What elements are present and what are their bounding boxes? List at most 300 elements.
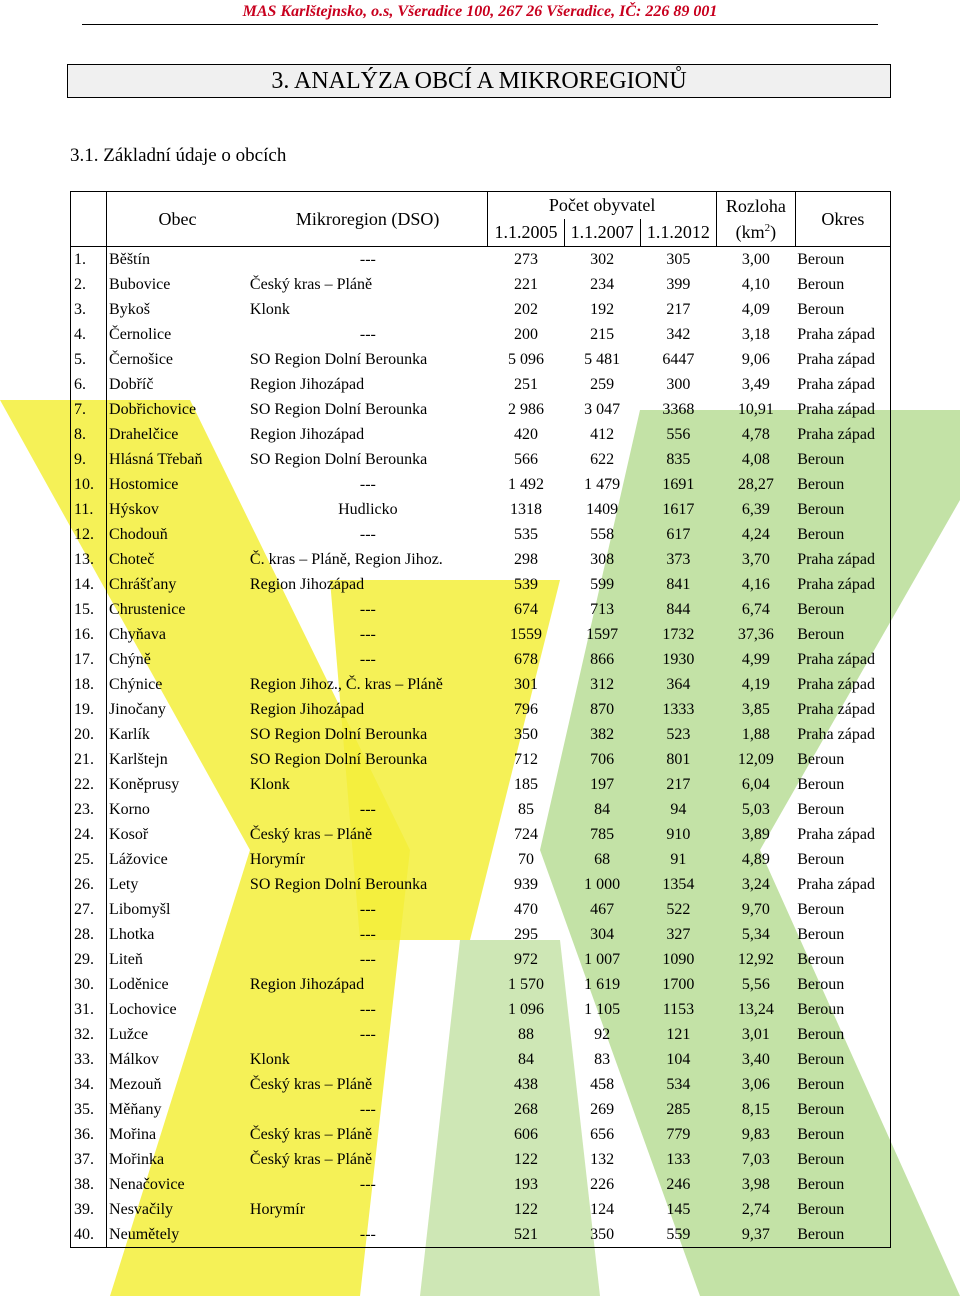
cell-obec: Karlštejn: [109, 751, 168, 768]
cell-pop-2012: 285: [666, 1101, 691, 1118]
cell-pop-2012: 3368: [662, 401, 695, 418]
cell-pop-2007: 92: [594, 1026, 611, 1043]
cell-rozloha: 12,09: [737, 751, 774, 768]
cell-pop-2012: 559: [666, 1226, 691, 1243]
cell-okres: Beroun: [797, 626, 845, 643]
row-number: 16.: [71, 622, 107, 647]
cell-okres: Beroun: [797, 601, 845, 618]
table-row: [71, 1147, 891, 1172]
cell-okres: Praha západ: [797, 676, 875, 693]
cell-obec: Lužce: [109, 1026, 149, 1043]
cell-mikroregion: Český kras – Pláně: [249, 1126, 373, 1143]
cell-pop-2012: 801: [666, 751, 691, 768]
row-number: 18.: [71, 672, 107, 697]
cell-pop-2007: 622: [590, 451, 615, 468]
cell-pop-2012: 556: [666, 426, 691, 443]
cell-pop-2005: 122: [513, 1151, 538, 1168]
cell-rozloha: 3,06: [741, 1076, 770, 1093]
table-row: [71, 1197, 891, 1222]
row-number: 27.: [71, 897, 107, 922]
header-rozloha-end: ): [770, 222, 777, 242]
cell-pop-2005: 438: [513, 1076, 538, 1093]
cell-okres: Beroun: [797, 1201, 845, 1218]
cell-obec: Bubovice: [109, 276, 171, 293]
cell-pop-2005: 724: [513, 826, 538, 843]
cell-pop-2007: 785: [590, 826, 615, 843]
cell-pop-2007: 382: [590, 726, 615, 743]
row-number: 19.: [71, 697, 107, 722]
cell-pop-2007: 558: [590, 526, 615, 543]
header-obec: Obec: [107, 192, 248, 247]
cell-okres: Praha západ: [797, 426, 875, 443]
cell-okres: Beroun: [797, 901, 845, 918]
cell-pop-2005: 796: [513, 701, 538, 718]
header-okres: Okres: [795, 192, 890, 247]
cell-pop-2005: 678: [513, 651, 538, 668]
cell-obec: Chýnice: [109, 676, 163, 693]
cell-rozloha: 6,74: [741, 601, 770, 618]
cell-okres: Praha západ: [797, 576, 875, 593]
cell-obec: Mořinka: [109, 1151, 165, 1168]
header-number: [71, 192, 107, 247]
cell-mikroregion: Region Jihozápad: [249, 701, 365, 718]
row-number: 22.: [71, 772, 107, 797]
cell-obec: Chodouň: [109, 526, 168, 543]
row-number: 3.: [71, 297, 107, 322]
row-number: 2.: [71, 272, 107, 297]
cell-pop-2012: 121: [666, 1026, 691, 1043]
row-number: 14.: [71, 572, 107, 597]
cell-pop-2007: 302: [590, 251, 615, 268]
row-number: 28.: [71, 922, 107, 947]
row-number: 24.: [71, 822, 107, 847]
cell-mikroregion: ---: [359, 1176, 376, 1193]
cell-pop-2012: 91: [670, 851, 687, 868]
cell-obec: Neumětely: [109, 1226, 180, 1243]
cell-pop-2007: 83: [594, 1051, 611, 1068]
cell-obec: Kosoř: [109, 826, 149, 843]
cell-mikroregion: ---: [359, 801, 376, 818]
cell-pop-2005: 535: [513, 526, 538, 543]
cell-pop-2007: 706: [590, 751, 615, 768]
cell-rozloha: 6,39: [741, 501, 770, 518]
cell-rozloha: 13,24: [737, 1001, 774, 1018]
cell-obec: Černošice: [109, 351, 174, 368]
cell-mikroregion: Region Jihoz., Č. kras – Pláně: [249, 676, 443, 693]
cell-mikroregion: Český kras – Pláně: [249, 1151, 373, 1168]
table-header-row: [71, 192, 891, 220]
header-rozloha: [717, 192, 796, 247]
cell-rozloha: 28,27: [737, 476, 774, 493]
cell-obec: Lhotka: [109, 926, 155, 943]
cell-pop-2012: 522: [666, 901, 691, 918]
cell-rozloha: 6,04: [741, 776, 770, 793]
cell-rozloha: 4,10: [741, 276, 770, 293]
cell-rozloha: 5,03: [741, 801, 770, 818]
cell-okres: Beroun: [797, 951, 845, 968]
cell-pop-2005: 122: [513, 1201, 538, 1218]
cell-pop-2012: 1354: [662, 876, 695, 893]
cell-pop-2007: 599: [590, 576, 615, 593]
cell-pop-2005: 712: [513, 751, 538, 768]
cell-okres: Praha západ: [797, 701, 875, 718]
cell-okres: Beroun: [797, 776, 845, 793]
cell-obec: Bykoš: [109, 301, 150, 318]
cell-pop-2005: 2 986: [507, 401, 544, 418]
cell-pop-2007: 870: [590, 701, 615, 718]
cell-pop-2012: 1090: [662, 951, 695, 968]
cell-pop-2005: 5 096: [507, 351, 544, 368]
row-number: 34.: [71, 1072, 107, 1097]
cell-mikroregion: Český kras – Pláně: [249, 1076, 373, 1093]
cell-rozloha: 4,78: [741, 426, 770, 443]
cell-mikroregion: Region Jihozápad: [249, 576, 365, 593]
table-row: [71, 672, 891, 697]
row-number: 9.: [71, 447, 107, 472]
cell-pop-2012: 1732: [662, 626, 695, 643]
cell-pop-2012: 1153: [662, 1001, 695, 1018]
cell-rozloha: 3,70: [741, 551, 770, 568]
cell-rozloha: 3,18: [741, 326, 770, 343]
cell-pop-2007: 713: [590, 601, 615, 618]
cell-okres: Beroun: [797, 276, 845, 293]
table-row: [71, 1022, 891, 1047]
cell-obec: Hostomice: [109, 476, 179, 493]
cell-pop-2007: 308: [590, 551, 615, 568]
table-body: [71, 247, 891, 1248]
header-rozloha-line2: (km: [735, 222, 765, 242]
row-number: 30.: [71, 972, 107, 997]
cell-rozloha: 3,01: [741, 1026, 770, 1043]
table-row: [71, 597, 891, 622]
cell-pop-2012: 300: [666, 376, 691, 393]
cell-pop-2012: 133: [666, 1151, 691, 1168]
cell-pop-2012: 399: [666, 276, 691, 293]
cell-rozloha: 3,49: [741, 376, 770, 393]
cell-okres: Beroun: [797, 751, 845, 768]
table-row: [71, 297, 891, 322]
cell-rozloha: 7,03: [741, 1151, 770, 1168]
cell-pop-2007: 124: [590, 1201, 615, 1218]
cell-okres: Beroun: [797, 1126, 845, 1143]
cell-pop-2012: 534: [666, 1076, 691, 1093]
cell-obec: Dobřichovice: [109, 401, 197, 418]
cell-pop-2012: 1617: [662, 501, 695, 518]
cell-okres: Praha západ: [797, 351, 875, 368]
cell-okres: Beroun: [797, 851, 845, 868]
cell-obec: Choteč: [109, 551, 155, 568]
cell-pop-2007: 1 007: [584, 951, 621, 968]
cell-mikroregion: SO Region Dolní Berounka: [249, 876, 428, 893]
cell-rozloha: 4,24: [741, 526, 770, 543]
table-row: [71, 472, 891, 497]
cell-pop-2012: 910: [666, 826, 691, 843]
cell-pop-2005: 193: [513, 1176, 538, 1193]
cell-pop-2012: 104: [666, 1051, 691, 1068]
cell-pop-2005: 84: [517, 1051, 534, 1068]
cell-pop-2007: 467: [590, 901, 615, 918]
cell-pop-2005: 70: [517, 851, 534, 868]
cell-obec: Jinočany: [109, 701, 166, 718]
cell-okres: Praha západ: [797, 726, 875, 743]
cell-rozloha: 4,16: [741, 576, 770, 593]
table-row: [71, 722, 891, 747]
cell-pop-2007: 215: [590, 326, 615, 343]
cell-mikroregion: Horymír: [249, 851, 306, 868]
cell-obec: Běštín: [109, 251, 150, 268]
cell-pop-2012: 841: [666, 576, 691, 593]
cell-pop-2007: 1597: [586, 626, 619, 643]
table-row: [71, 647, 891, 672]
cell-okres: Beroun: [797, 451, 845, 468]
table-row: [71, 972, 891, 997]
cell-pop-2005: 606: [513, 1126, 538, 1143]
row-number: 11.: [71, 497, 107, 522]
cell-mikroregion: ---: [359, 1026, 376, 1043]
cell-pop-2012: 1691: [662, 476, 695, 493]
table-row: [71, 622, 891, 647]
cell-rozloha: 12,92: [737, 951, 774, 968]
cell-pop-2005: 268: [513, 1101, 538, 1118]
row-number: 13.: [71, 547, 107, 572]
cell-obec: Libomyšl: [109, 901, 171, 918]
table-row: [71, 797, 891, 822]
row-number: 40.: [71, 1222, 107, 1248]
header-rozloha-line1: Rozloha: [725, 196, 786, 216]
cell-obec: Koněprusy: [109, 776, 180, 793]
row-number: 4.: [71, 322, 107, 347]
cell-mikroregion: SO Region Dolní Berounka: [249, 451, 428, 468]
row-number: 26.: [71, 872, 107, 897]
cell-pop-2005: 1 492: [507, 476, 544, 493]
cell-pop-2007: 269: [590, 1101, 615, 1118]
cell-pop-2005: 273: [513, 251, 538, 268]
cell-pop-2012: 1930: [662, 651, 695, 668]
row-number: 39.: [71, 1197, 107, 1222]
cell-mikroregion: SO Region Dolní Berounka: [249, 751, 428, 768]
cell-obec: Karlík: [109, 726, 150, 743]
row-number: 6.: [71, 372, 107, 397]
cell-mikroregion: ---: [359, 601, 376, 618]
cell-okres: Praha západ: [797, 401, 875, 418]
table-row: [71, 872, 891, 897]
cell-obec: Hýskov: [109, 501, 159, 518]
cell-pop-2007: 412: [590, 426, 615, 443]
cell-pop-2007: 226: [590, 1176, 615, 1193]
cell-pop-2012: 835: [666, 451, 691, 468]
cell-okres: Praha západ: [797, 551, 875, 568]
cell-rozloha: 5,56: [741, 976, 770, 993]
cell-pop-2005: 85: [517, 801, 534, 818]
cell-mikroregion: Klonk: [249, 1051, 290, 1068]
municipalities-table: [70, 191, 891, 1248]
cell-obec: Mořina: [109, 1126, 157, 1143]
cell-obec: Chýně: [109, 651, 151, 668]
cell-obec: Korno: [109, 801, 150, 818]
cell-pop-2007: 1409: [586, 501, 619, 518]
cell-rozloha: 3,98: [741, 1176, 770, 1193]
cell-mikroregion: Hudlicko: [338, 501, 398, 518]
table-row: [71, 997, 891, 1022]
cell-mikroregion: ---: [359, 951, 376, 968]
table-row: [71, 922, 891, 947]
cell-pop-2007: 3 047: [584, 401, 621, 418]
cell-pop-2005: 1 570: [507, 976, 544, 993]
cell-mikroregion: ---: [359, 526, 376, 543]
cell-obec: Drahelčice: [109, 426, 179, 443]
row-number: 35.: [71, 1097, 107, 1122]
cell-okres: Praha západ: [797, 326, 875, 343]
row-number: 25.: [71, 847, 107, 872]
table-row: [71, 1047, 891, 1072]
cell-pop-2005: 298: [513, 551, 538, 568]
cell-obec: Lochovice: [109, 1001, 177, 1018]
table-row: [71, 422, 891, 447]
cell-mikroregion: Český kras – Pláně: [249, 276, 373, 293]
cell-okres: Beroun: [797, 1076, 845, 1093]
cell-pop-2007: 1 619: [584, 976, 621, 993]
cell-pop-2012: 617: [666, 526, 691, 543]
cell-rozloha: 3,00: [741, 251, 770, 268]
cell-okres: Beroun: [797, 501, 845, 518]
cell-rozloha: 5,34: [741, 926, 770, 943]
cell-rozloha: 3,85: [741, 701, 770, 718]
cell-okres: Beroun: [797, 1151, 845, 1168]
cell-okres: Beroun: [797, 1176, 845, 1193]
table-row: [71, 272, 891, 297]
table-row: [71, 322, 891, 347]
cell-pop-2007: 5 481: [584, 351, 621, 368]
table-row: [71, 572, 891, 597]
section-title: 3. ANALÝZA OBCÍ A MIKROREGIONŮ: [67, 64, 891, 98]
row-number: 37.: [71, 1147, 107, 1172]
cell-pop-2012: 342: [666, 326, 691, 343]
cell-mikroregion: ---: [359, 626, 376, 643]
row-number: 38.: [71, 1172, 107, 1197]
cell-pop-2007: 866: [590, 651, 615, 668]
cell-pop-2005: 470: [513, 901, 538, 918]
cell-rozloha: 4,09: [741, 301, 770, 318]
cell-pop-2005: 221: [513, 276, 538, 293]
cell-rozloha: 1,88: [741, 726, 770, 743]
cell-okres: Beroun: [797, 1226, 845, 1243]
cell-pop-2007: 192: [590, 301, 615, 318]
table-row: [71, 772, 891, 797]
cell-obec: Měňany: [109, 1101, 162, 1118]
cell-pop-2012: 1333: [662, 701, 695, 718]
cell-pop-2005: 202: [513, 301, 538, 318]
table-row: [71, 447, 891, 472]
cell-pop-2007: 84: [594, 801, 611, 818]
cell-pop-2007: 132: [590, 1151, 615, 1168]
cell-pop-2005: 539: [513, 576, 538, 593]
row-number: 10.: [71, 472, 107, 497]
cell-pop-2012: 373: [666, 551, 691, 568]
cell-okres: Beroun: [797, 1026, 845, 1043]
cell-okres: Beroun: [797, 251, 845, 268]
cell-rozloha: 9,06: [741, 351, 770, 368]
row-number: 1.: [71, 247, 107, 273]
cell-rozloha: 37,36: [737, 626, 774, 643]
cell-pop-2005: 972: [513, 951, 538, 968]
cell-pop-2007: 68: [594, 851, 611, 868]
cell-obec: Liteň: [109, 951, 143, 968]
header-2005: 1.1.2005: [488, 219, 564, 247]
row-number: 8.: [71, 422, 107, 447]
cell-mikroregion: Horymír: [249, 1201, 306, 1218]
cell-okres: Praha západ: [797, 651, 875, 668]
cell-rozloha: 4,08: [741, 451, 770, 468]
cell-pop-2005: 185: [513, 776, 538, 793]
cell-obec: Chyňava: [109, 626, 166, 643]
row-number: 29.: [71, 947, 107, 972]
table-row: [71, 822, 891, 847]
row-number: 7.: [71, 397, 107, 422]
cell-pop-2005: 420: [513, 426, 538, 443]
cell-rozloha: 2,74: [741, 1201, 770, 1218]
cell-obec: Málkov: [109, 1051, 159, 1068]
cell-mikroregion: Region Jihozápad: [249, 426, 365, 443]
cell-pop-2012: 217: [666, 301, 691, 318]
cell-pop-2005: 566: [513, 451, 538, 468]
cell-mikroregion: ---: [359, 476, 376, 493]
cell-okres: Beroun: [797, 926, 845, 943]
cell-mikroregion: ---: [359, 1001, 376, 1018]
cell-rozloha: 8,15: [741, 1101, 770, 1118]
cell-pop-2012: 364: [666, 676, 691, 693]
cell-pop-2012: 305: [666, 251, 691, 268]
cell-obec: Černolice: [109, 326, 172, 343]
cell-pop-2005: 1 096: [507, 1001, 544, 1018]
cell-pop-2005: 88: [517, 1026, 534, 1043]
cell-rozloha: 4,19: [741, 676, 770, 693]
cell-rozloha: 9,70: [741, 901, 770, 918]
cell-pop-2005: 295: [513, 926, 538, 943]
cell-pop-2005: 350: [513, 726, 538, 743]
cell-pop-2007: 1 000: [584, 876, 621, 893]
cell-pop-2007: 350: [590, 1226, 615, 1243]
row-number: 5.: [71, 347, 107, 372]
row-number: 36.: [71, 1122, 107, 1147]
cell-pop-2007: 1 479: [584, 476, 621, 493]
table-row: [71, 347, 891, 372]
cell-pop-2012: 94: [670, 801, 687, 818]
cell-pop-2007: 656: [590, 1126, 615, 1143]
cell-pop-2005: 301: [513, 676, 538, 693]
header-mikroregion: Mikroregion (DSO): [248, 192, 488, 247]
cell-obec: Chrášťany: [109, 576, 177, 593]
cell-okres: Praha západ: [797, 826, 875, 843]
row-number: 23.: [71, 797, 107, 822]
cell-obec: Nenačovice: [109, 1176, 185, 1193]
table-row: [71, 1122, 891, 1147]
cell-obec: Lety: [109, 876, 139, 893]
table-row: [71, 897, 891, 922]
cell-rozloha: 3,24: [741, 876, 770, 893]
cell-pop-2012: 779: [666, 1126, 691, 1143]
cell-mikroregion: Český kras – Pláně: [249, 826, 373, 843]
cell-obec: Dobříč: [109, 376, 154, 393]
cell-pop-2005: 1559: [509, 626, 542, 643]
cell-mikroregion: ---: [359, 1226, 376, 1243]
table-row: [71, 1222, 891, 1248]
cell-rozloha: 4,89: [741, 851, 770, 868]
cell-obec: Chrustenice: [109, 601, 186, 618]
cell-pop-2007: 259: [590, 376, 615, 393]
table-row: [71, 247, 891, 273]
cell-obec: Nesvačily: [109, 1201, 174, 1218]
row-number: 32.: [71, 1022, 107, 1047]
